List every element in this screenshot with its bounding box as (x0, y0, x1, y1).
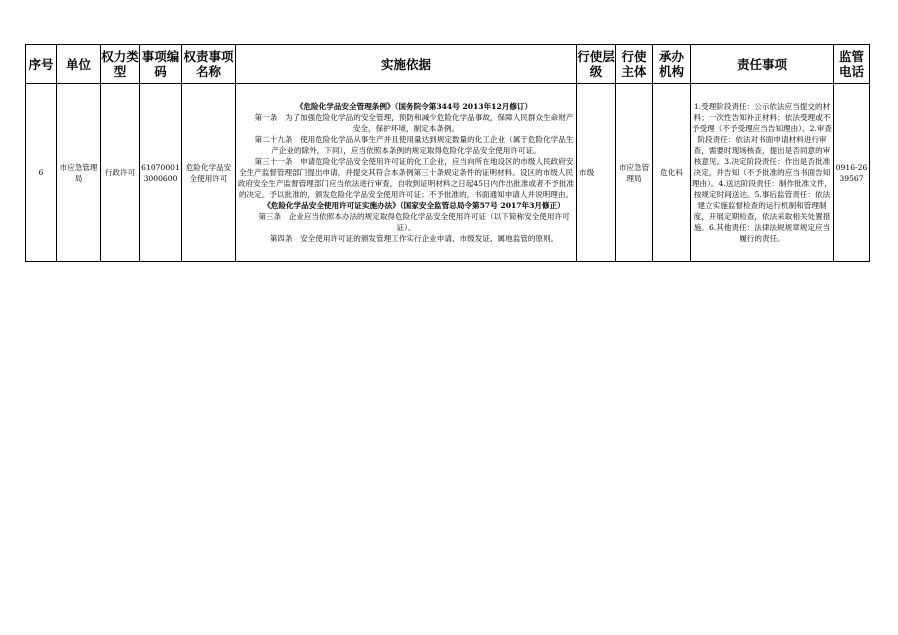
cell-item-name: 危险化学品安全使用许可 (182, 84, 236, 262)
header-duty: 责任事项 (691, 45, 834, 84)
basis-law1-article31: 第三十一条 申请危险化学品安全使用许可证的化工企业，应当向所在地设区的市级人民政府安全生产监督管理部门提出申请，并提交其符合本条例第三十条规定条件的证明材料。设区的市级人民政府安全生产监督管理部门应当依法进行审查，自收到证明材料之日起45日内作出批准或者不予批准的决定。予以批准的，颁发危险化学品安全使用许可证；不予批准的，书面通知申请人并说明理由。 (237, 157, 575, 199)
cell-seq: 6 (26, 84, 57, 262)
basis-law1-article29: 第二十九条 使用危险化学品从事生产并且使用量达到规定数量的化工企业（属于危险化学品生产企业的除外，下同），应当依照本条例的规定取得危险化学品安全使用许可证。 (254, 135, 574, 155)
header-seq: 序号 (26, 45, 57, 84)
header-subject: 行使主体 (616, 45, 653, 84)
header-basis: 实施依据 (236, 45, 577, 84)
header-row (26, 45, 870, 84)
header-unit: 单位 (57, 45, 101, 84)
header-phone: 监管电话 (834, 45, 870, 84)
cell-duty: 1.受理阶段责任：公示依法应当提交的材料；一次性告知补正材料；依法受理或不予受理（不予受理应当告知理由）。2.审查阶段责任：依法对书面申请材料进行审查，需要时现场核查，提出是否同意的审核意见。3.决定阶段责任：作出是否批准决定，并告知（不予批准的应当书面告知理由）。4.送达阶段责任：制作批准文件，按规定时间送达。5.事后监管责任：依法建立实施监督检查的运行机制和管理制度，开展定期检查，依法采取相关处置措施。6.其他责任：法律法规规章规定应当履行的责任。 (691, 84, 834, 262)
header-agency: 承办机构 (653, 45, 691, 84)
header-item-name: 权责事项名称 (182, 45, 236, 84)
power-list-table (25, 44, 870, 262)
cell-level: 市级 (577, 84, 616, 262)
cell-agency: 危化科 (653, 84, 691, 262)
basis-law1-article1: 第一条 为了加强危险化学品的安全管理，预防和减少危险化学品事故，保障人民群众生命财产安全，保护环境，制定本条例。 (254, 113, 574, 133)
basis-law1-title: 《危险化学品安全管理条例》（国务院令第344号 2013年12月修订） (295, 102, 533, 111)
cell-unit: 市应急管理局 (57, 84, 101, 262)
header-item-code: 事项编码 (140, 45, 182, 84)
cell-phone: 0916-2639567 (834, 84, 870, 262)
basis-law2-article4: 第四条 安全使用许可证的颁发管理工作实行企业申请、市级发证、属地监管的原则。 (269, 234, 559, 243)
cell-item-code: 610700013000600 (140, 84, 182, 262)
cell-subject: 市应急管理局 (616, 84, 653, 262)
basis-law2-title: 《危险化学品安全使用许可证实施办法》（国家安全监管总局令第57号 2017年3月修正） (263, 201, 565, 210)
table-row (26, 84, 870, 262)
header-power-type: 权力类型 (101, 45, 140, 84)
cell-power-type: 行政许可 (101, 84, 140, 262)
basis-law2-article3: 第三条 企业应当依照本办法的规定取得危险化学品安全使用许可证（以下简称安全使用许可证）。 (258, 212, 570, 232)
cell-basis (236, 84, 577, 262)
header-level: 行使层级 (577, 45, 616, 84)
